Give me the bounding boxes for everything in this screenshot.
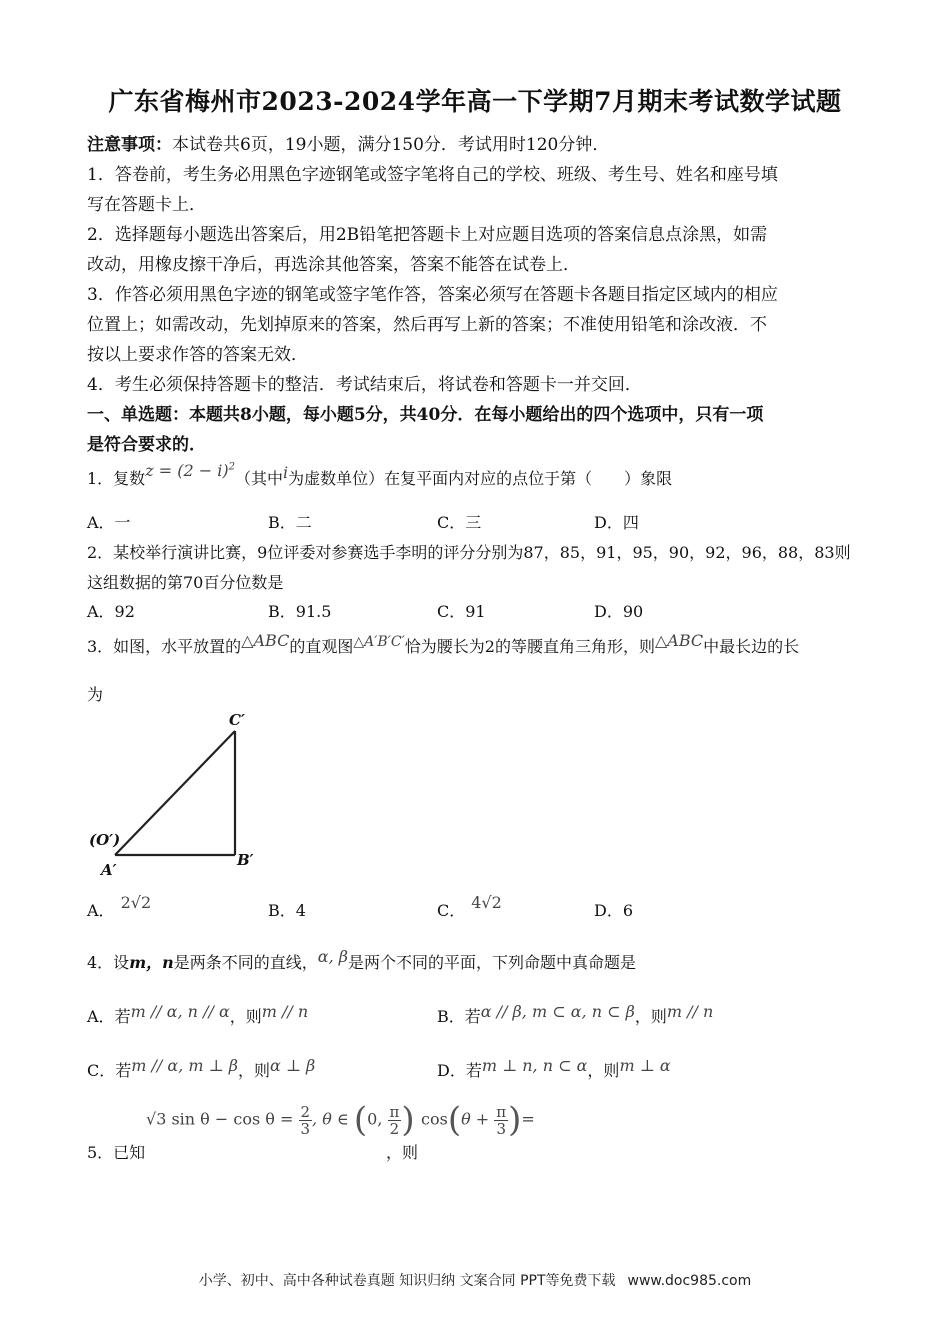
q5-inner: θ +: [461, 1109, 490, 1129]
q5-cond: , θ ∈: [312, 1109, 349, 1129]
notice-item-line: 2．选择题每小题选出答案后，用2B铅笔把答题卡上对应题目选项的答案信息点涂黑，如需: [87, 225, 768, 245]
q3-figure: [85, 705, 285, 885]
q3-triangle-abc-2: △ABC: [654, 631, 704, 650]
q3-option-d: D．6: [594, 901, 634, 920]
question-2-line1: 2．某校举行演讲比赛，9位评委对参赛选手李明的评分分别为87，85，91，95，90，92，96，88，83则: [87, 543, 851, 562]
q5-prefix: 5．已知: [87, 1143, 146, 1162]
q1-option-c: C．三: [437, 513, 482, 532]
section-heading-line1: 一、单选题：本题共8小题，每小题5分，共40分．在每小题给出的四个选项中，只有一项: [87, 405, 764, 425]
page-title: 广东省梅州市2023-2024学年高一下学期7月期末考试数学试题: [108, 87, 842, 116]
footer-text: 小学、初中、高中各种试卷真题 知识归纳 文案合同 PPT等免费下载: [198, 1273, 616, 1289]
q5-target-formula: [421, 1100, 535, 1140]
q2-option-b: B．91.5: [268, 602, 332, 621]
figure-label-b: B′: [237, 851, 254, 869]
q1-option-d: D．四: [594, 513, 639, 532]
q3-option-b: B．4: [268, 901, 306, 920]
q4-prefix: 4．设: [87, 953, 130, 972]
q3-mid3: 中最长边的长: [703, 637, 800, 656]
question-3-line2: 为: [87, 685, 104, 704]
q5-cos: cos: [421, 1109, 448, 1129]
notice-item-line: 按以上要求作答的答案无效．: [87, 345, 308, 365]
q5-eq: =: [521, 1109, 535, 1129]
q1-option-b: B．二: [268, 513, 312, 532]
notice-item-line: 写在答题卡上．: [87, 195, 206, 215]
notice-item-line: 1．答卷前，考生务必用黑色字迹钢笔或签字笔将自己的学校、班级、考生号、姓名和座号填: [87, 165, 778, 185]
q5-paren-close: ): [401, 1100, 415, 1140]
notice-intro-line: [87, 130, 609, 155]
q5-paren-close-2: ): [508, 1100, 522, 1140]
q4-mid1: 是两条不同的直线，: [173, 953, 318, 972]
footer-url-link[interactable]: www.doc985.com: [627, 1273, 752, 1289]
figure-edge-ac: [115, 731, 235, 855]
q5-interval-left: 0,: [367, 1109, 383, 1129]
q3-mid2: 恰为腰长为2的等腰直角三角形，则: [404, 637, 655, 656]
notice-item-line: 位置上；如需改动，先划掉原来的答案，然后再写上新的答案；不准使用铅笔和涂改液．不: [87, 315, 767, 335]
q4-option-d: D．若m ⊥ n, n ⊂ α，则m ⊥ α: [437, 1056, 671, 1080]
q3-mid1: 的直观图: [289, 637, 354, 656]
q1-mid1: （其中: [234, 469, 283, 488]
q4-option-b: B．若α // β, m ⊂ α, n ⊂ β，则m // n: [437, 1002, 714, 1026]
q3-prefix: 3．如图，水平放置的: [87, 637, 242, 656]
q1-mid2: 为虚数单位）在复平面内对应的点位于第（ ）象限: [288, 469, 673, 488]
q4-mid2: 是两个不同的平面，下列命题中真命题是: [348, 953, 637, 972]
question-2-line2: 这组数据的第70百分位数是: [87, 573, 284, 592]
q3-option-a: A． 2√2: [87, 893, 152, 920]
q3-triangle-prime: △A′B′C′: [353, 634, 405, 650]
q1-imag-unit: i: [282, 463, 289, 482]
q3-option-c: C． 4√2: [437, 893, 502, 920]
q5-then: ，则: [386, 1143, 419, 1162]
notice-item-line: 3．作答必须用黑色字迹的钢笔或签字笔作答，答案必须写在答题卡各题目指定区域内的相应: [87, 285, 778, 305]
q2-option-c: C．91: [437, 602, 486, 621]
q1-prefix: 1．复数: [87, 469, 146, 488]
section-heading-line2: 是符合要求的．: [87, 435, 206, 455]
q4-option-a: A．若m // α, n // α，则m // n: [87, 1002, 309, 1026]
q4-option-c: C．若m // α, m ⊥ β，则α ⊥ β: [87, 1056, 316, 1080]
q4-lines: m，n: [129, 953, 174, 972]
q1-option-a: A．一: [87, 513, 131, 532]
q1-formula: $z = (2 - i)^2$: [145, 461, 235, 480]
q5-frac-2-3: $\frac{2}{3}$: [300, 1102, 311, 1138]
q5-paren-open: (: [353, 1100, 368, 1140]
q5-condition-formula: [146, 1100, 415, 1140]
notice-intro: 本试卷共6页，19小题，满分150分．考试用时120分钟．: [172, 135, 610, 155]
figure-label-o: (O′): [89, 831, 121, 849]
q2-option-a: A．92: [87, 602, 135, 621]
q4-planes: α, β: [317, 947, 349, 966]
question-4: [87, 947, 637, 973]
q5-paren-open-2: (: [447, 1100, 462, 1140]
q5-frac-pi-3: $\frac{\pi}{3}$: [496, 1102, 507, 1138]
q5-frac-pi-2: $\frac{\pi}{2}$: [389, 1102, 400, 1138]
q5-lhs: √3 sin θ − cos θ =: [146, 1109, 294, 1129]
page-footer: [0, 1270, 950, 1290]
figure-label-c: C′: [229, 711, 245, 729]
notice-label: 注意事项：: [87, 135, 172, 155]
notice-item-line: 4．考生必须保持答题卡的整洁．考试结束后，将试卷和答题卡一并交回．: [87, 375, 642, 395]
q3-triangle-abc: △ABC: [241, 631, 290, 650]
notice-item-line: 改动，用橡皮擦干净后，再选涂其他答案，答案不能答在试卷上．: [87, 255, 580, 275]
question-3-line1: [87, 631, 800, 657]
question-1: [87, 461, 673, 489]
q2-option-d: D．90: [594, 602, 644, 621]
figure-label-a: A′: [101, 861, 117, 879]
